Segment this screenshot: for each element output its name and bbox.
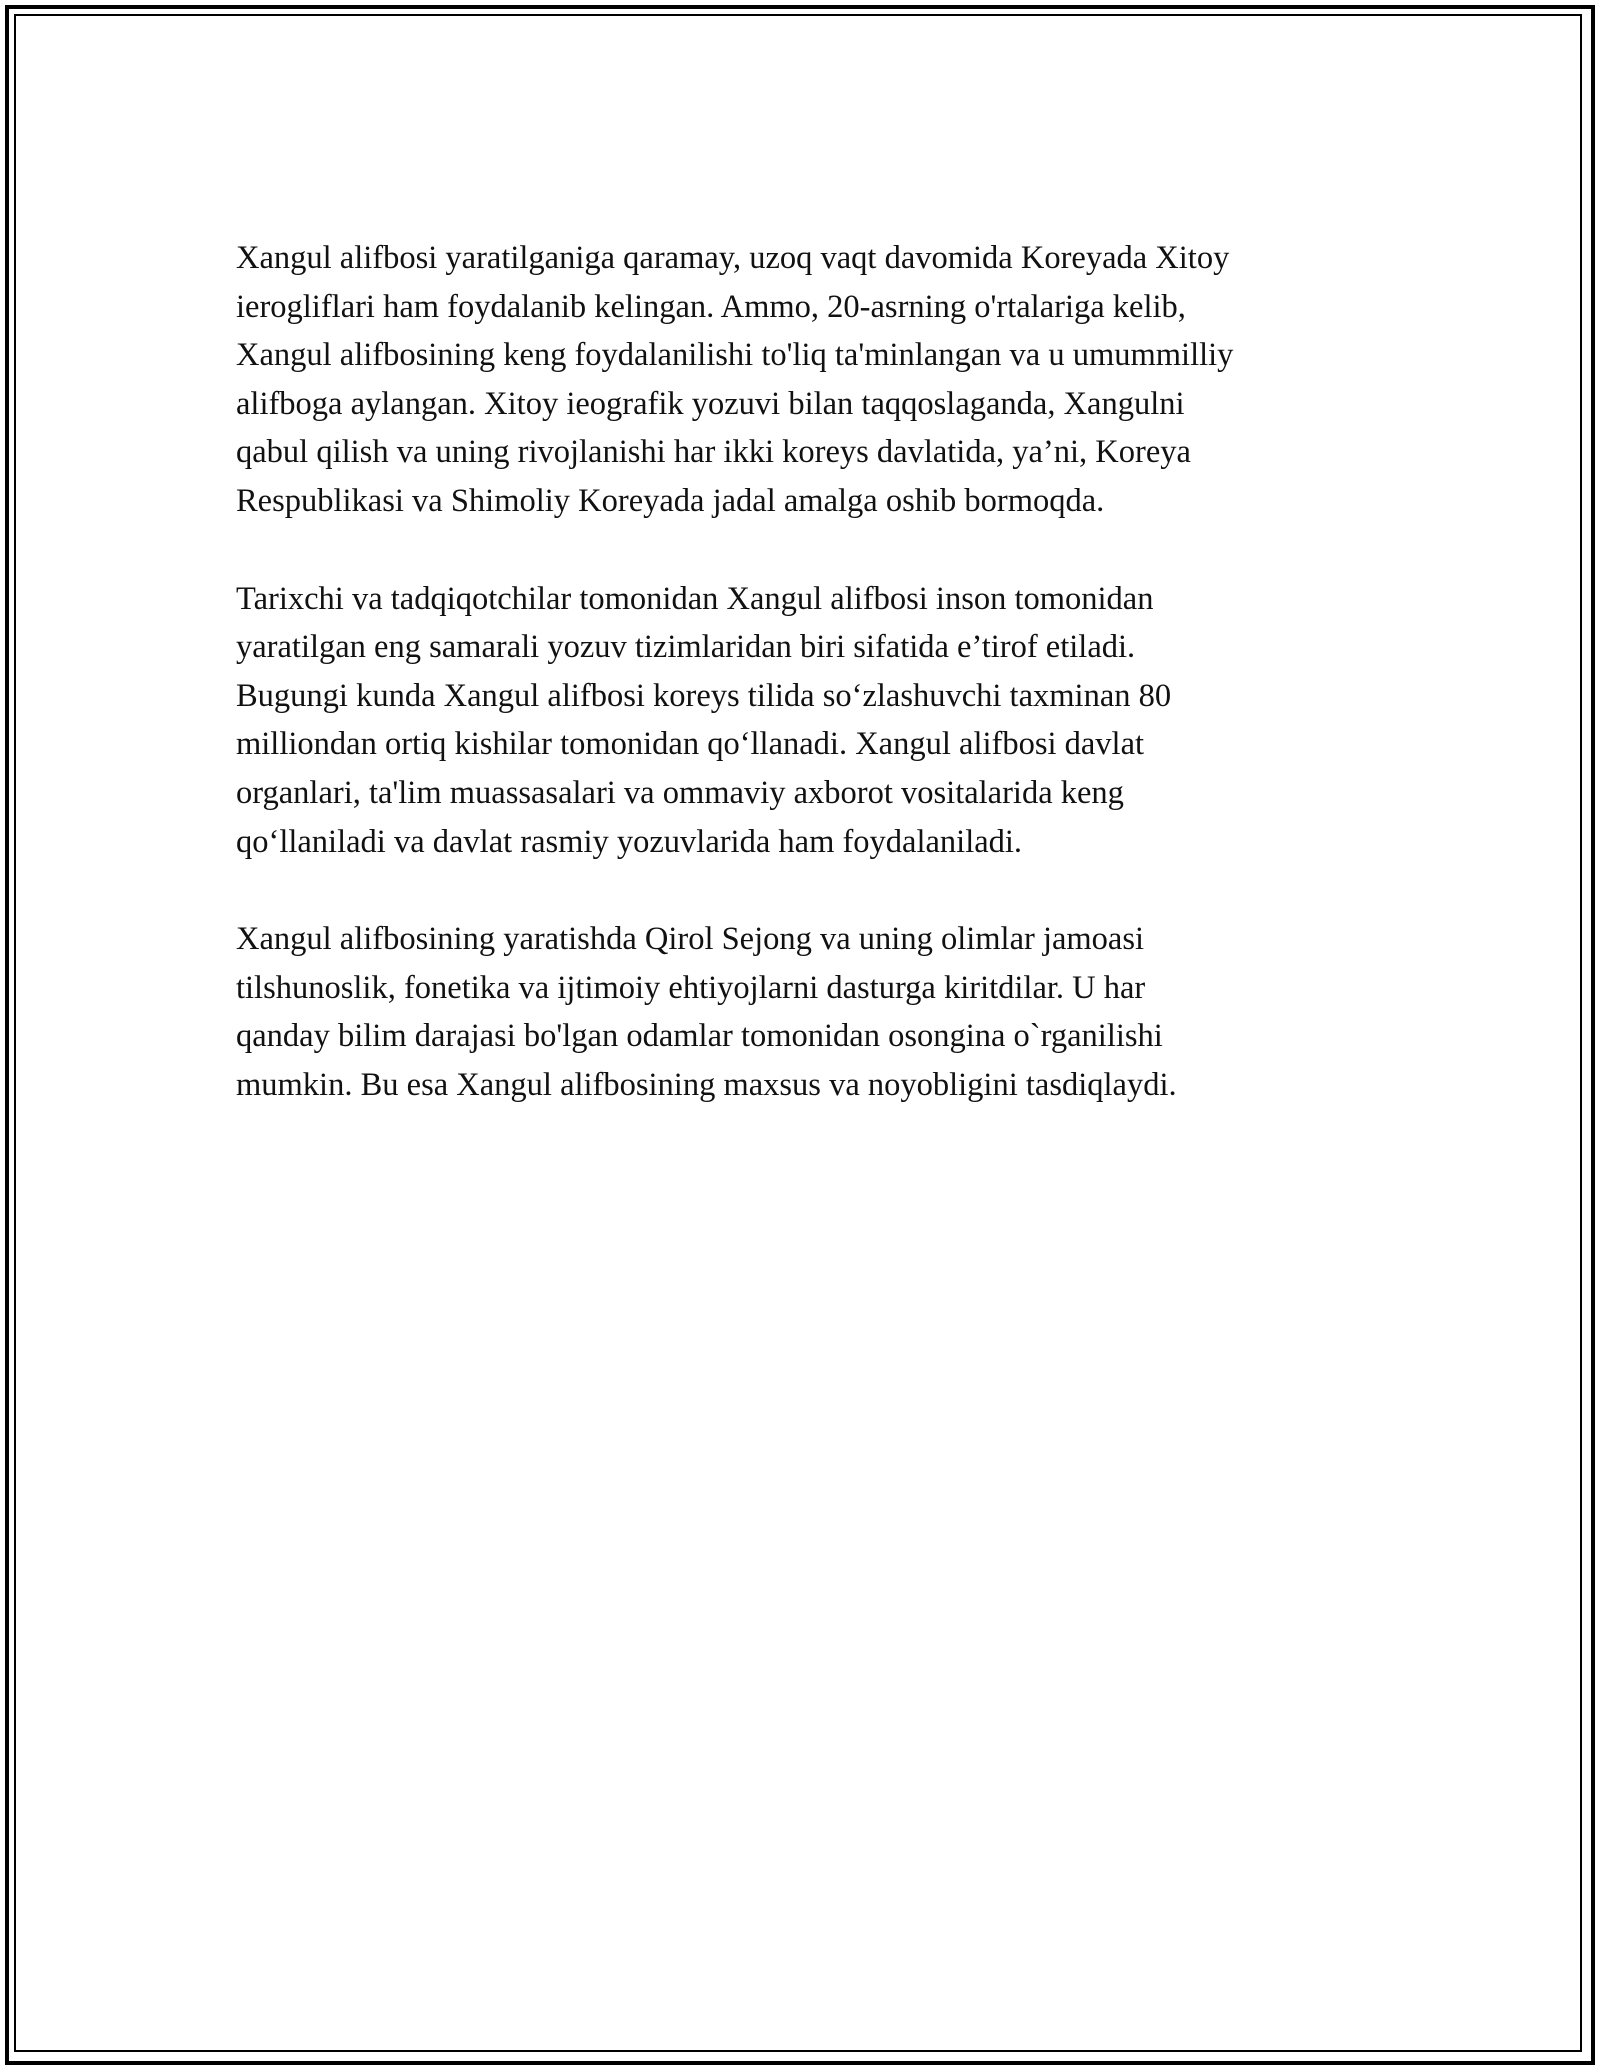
paragraph-2: Tarixchi va tadqiqotchilar tomonidan Xangul alifbosi inson tomonidan yaratilgan eng samarali yozuv tizimlaridan biri sifatida e’tirof etiladi. Bugungi kunda Xangul alifbosi koreys tilida so‘zlashuvchi taxminan 80 milliondan ortiq kishilar tomonidan qo‘llanadi. Xangul alifbosi davlat organlari, ta'lim muassasalari va ommaviy axborot vositalarida keng qo‘llaniladi va davlat rasmiy yozuvlarida ham foydalaniladi. [236,580,1172,860]
paragraph-3: Xangul alifbosining yaratishda Qirol Sejong va uning olimlar jamoasi tilshunoslik, fonetika va ijtimoiy ehtiyojlarni dasturga kiritdilar. U har qanday bilim darajasi bo'lgan odamlar tomonidan osongina o`rganilishi mumkin. Bu esa Xangul alifbosining maxsus va noyobligini tasdiqlaydi. [236,921,1177,1103]
document-body [236,234,1386,1159]
paragraph-1: Xangul alifbosi yaratilganiga qaramay, uzoq vaqt davomida Koreyada Xitoy ierogliflari ham foydalanib kelingan. Ammo, 20-asrning o'rtalariga kelib, Xangul alifbosining keng foydalanilishi to'liq ta'minlangan va u umummilliy alifboga aylangan. Xitoy ieografik yozuvi bilan taqqoslaganda, Xangulni qabul qilish va uning rivojlanishi har ikki koreys davlatida, ya’ni, Koreya Respublikasi va Shimoliy Koreyada jadal amalga oshib bormoqda. [236,240,1234,519]
